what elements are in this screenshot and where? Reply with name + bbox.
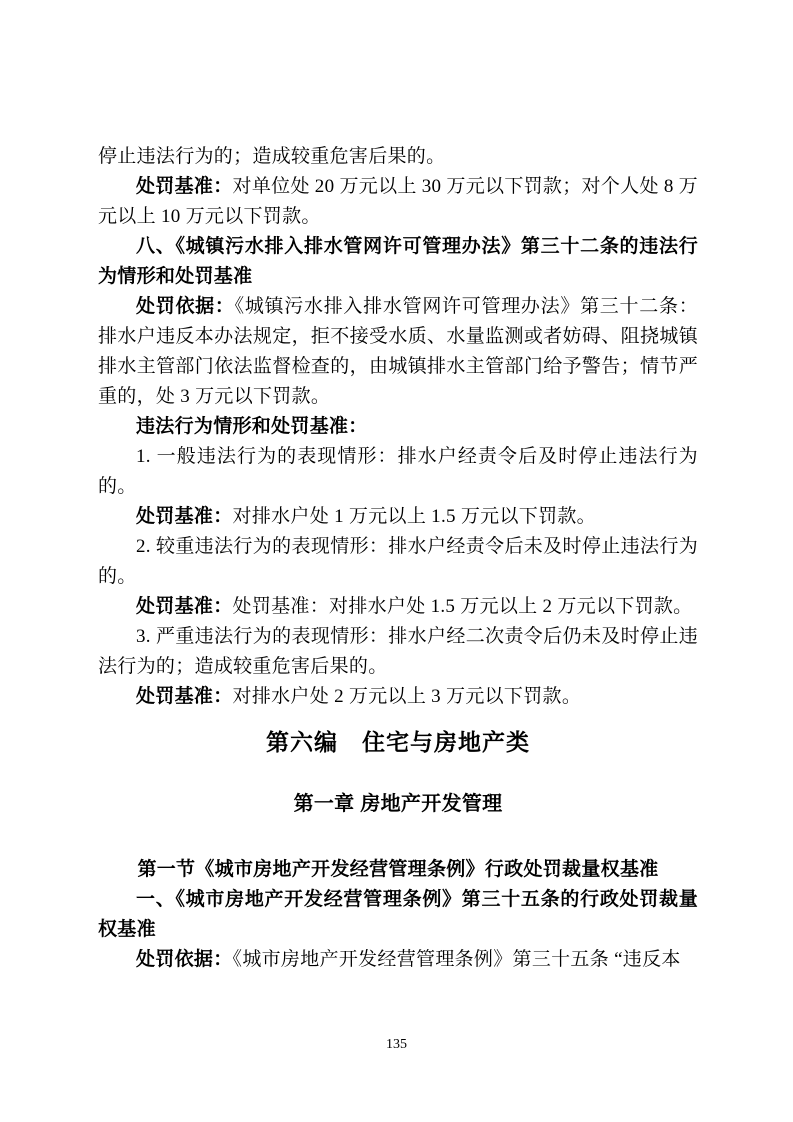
- paragraph-case-moderate: 2. 较重违法行为的表现情形：排水户经责令后未及时停止违法行为的。: [98, 536, 698, 587]
- paragraph-penalty-standard-case3: [98, 682, 698, 712]
- heading-item-eight: 八、《城镇污水排入排水管网许可管理办法》第三十二条的违法行为情形和处罚基准: [98, 236, 698, 287]
- paragraph-penalty-basis-sewage: [98, 292, 698, 412]
- paragraph-penalty-standard-case2: [98, 592, 698, 622]
- lead-penalty-standard: 处罚基准：: [136, 176, 233, 197]
- paragraph-penalty-standard-case1: [98, 502, 698, 532]
- section-heading: 第一节《城市房地产开发经营管理条例》行政处罚裁量权基准: [137, 859, 659, 880]
- heading-violation-situations: 违法行为情形和处罚基准：: [136, 416, 368, 437]
- paragraph-text: 《城镇污水排入排水管网许可管理办法》第三十二条：排水户违反本办法规定，拒不接受水质、水量监测或者妨碍、阻挠城镇排水主管部门依法监督检查的，由城镇排水主管部门给予警告；情节严重的，处 3 万元以下罚款。: [98, 296, 698, 407]
- lead-penalty-standard: 处罚基准：: [136, 686, 233, 707]
- lead-penalty-standard: 处罚基准：: [136, 596, 233, 617]
- lead-penalty-standard: 处罚基准：: [136, 506, 233, 527]
- paragraph-continuation: 停止违法行为的；造成较重危害后果的。: [98, 146, 446, 167]
- chapter-heading: 第一章 房地产开发管理: [293, 793, 503, 815]
- page-number: 135: [386, 1037, 407, 1052]
- paragraph-text: 对排水户处 1 万元以上 1.5 万元以下罚款。: [232, 506, 596, 527]
- paragraph-penalty-basis-realestate: [98, 945, 698, 975]
- paragraph-text: 对排水户处 2 万元以上 3 万元以下罚款。: [232, 686, 582, 707]
- paragraph-case-severe: 3. 严重违法行为的表现情形：排水户经二次责令后仍未及时停止违法行为的；造成较重危害后果的。: [98, 626, 698, 677]
- document-body: [98, 142, 698, 975]
- part-heading: 第六编 住宅与房地产类: [266, 729, 530, 755]
- lead-penalty-basis: 处罚依据：: [136, 296, 235, 317]
- paragraph-penalty-standard-units: [98, 172, 698, 232]
- heading-item-one: 一、《城市房地产开发经营管理条例》第三十五条的行政处罚裁量权基准: [98, 889, 698, 940]
- paragraph-text: 对单位处 20 万元以上 30 万元以下罚款；对个人处 8 万元以上 10 万元以下罚款。: [98, 176, 698, 227]
- lead-penalty-basis: 处罚依据：: [136, 949, 233, 970]
- paragraph-case-general: 1. 一般违法行为的表现情形：排水户经责令后及时停止违法行为的。: [98, 446, 698, 497]
- paragraph-text: 《城市房地产开发经营管理条例》第三十五条 “违反本: [232, 949, 681, 970]
- paragraph-text: 处罚基准：对排水户处 1.5 万元以上 2 万元以下罚款。: [232, 596, 693, 617]
